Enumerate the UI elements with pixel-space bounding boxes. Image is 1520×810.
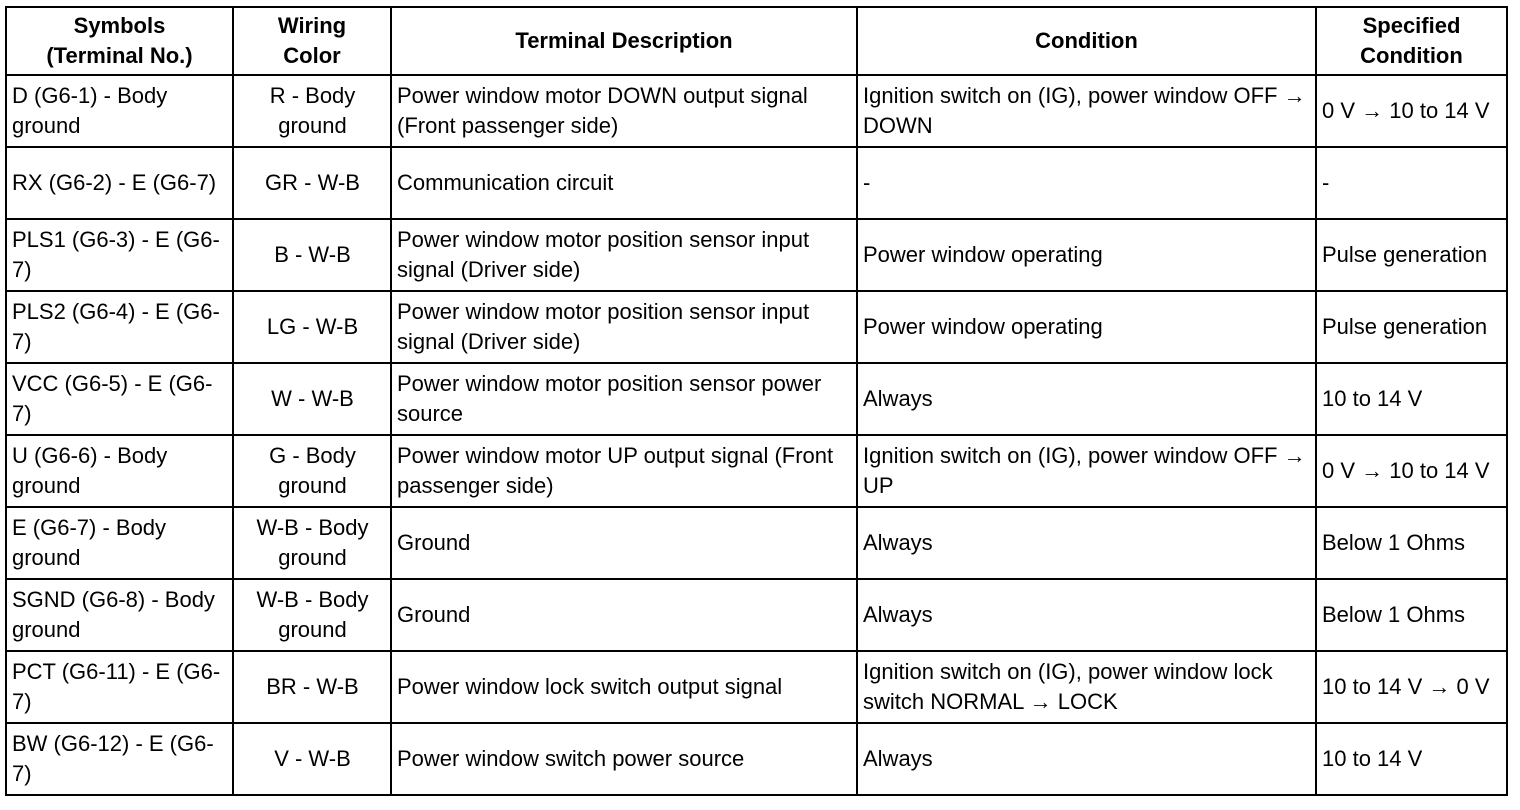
cell-symbols: PLS1 (G6-3) - E (G6-7)	[6, 219, 233, 291]
cell-wiring-color: R - Body ground	[233, 75, 391, 147]
table-row	[6, 723, 1507, 795]
header-terminal-description: Terminal Description	[391, 7, 857, 75]
table-row	[6, 507, 1507, 579]
cell-condition: Ignition switch on (IG), power window OFF → DOWN	[857, 75, 1316, 147]
cell-symbols: PLS2 (G6-4) - E (G6-7)	[6, 291, 233, 363]
cell-wiring-color: B - W-B	[233, 219, 391, 291]
header-specified-condition: Specified Condition	[1316, 7, 1507, 75]
cell-terminal-description: Power window motor DOWN output signal (Front passenger side)	[391, 75, 857, 147]
cell-terminal-description: Power window motor UP output signal (Front passenger side)	[391, 435, 857, 507]
cell-terminal-description: Communication circuit	[391, 147, 857, 219]
cell-specified-condition: 10 to 14 V → 0 V	[1316, 651, 1507, 723]
cell-terminal-description: Power window lock switch output signal	[391, 651, 857, 723]
cell-specified-condition: Below 1 Ohms	[1316, 507, 1507, 579]
cell-terminal-description: Ground	[391, 507, 857, 579]
cell-symbols: BW (G6-12) - E (G6-7)	[6, 723, 233, 795]
cell-symbols: E (G6-7) - Body ground	[6, 507, 233, 579]
cell-condition: Always	[857, 723, 1316, 795]
cell-specified-condition: Pulse generation	[1316, 291, 1507, 363]
table-row	[6, 147, 1507, 219]
cell-wiring-color: V - W-B	[233, 723, 391, 795]
cell-wiring-color: BR - W-B	[233, 651, 391, 723]
cell-condition: Always	[857, 363, 1316, 435]
cell-specified-condition: 10 to 14 V	[1316, 723, 1507, 795]
cell-terminal-description: Ground	[391, 579, 857, 651]
cell-condition: Ignition switch on (IG), power window OFF → UP	[857, 435, 1316, 507]
header-row	[6, 7, 1507, 75]
cell-symbols: RX (G6-2) - E (G6-7)	[6, 147, 233, 219]
cell-symbols: D (G6-1) - Body ground	[6, 75, 233, 147]
cell-symbols: U (G6-6) - Body ground	[6, 435, 233, 507]
table-row	[6, 579, 1507, 651]
cell-terminal-description: Power window motor position sensor power source	[391, 363, 857, 435]
cell-condition: Ignition switch on (IG), power window lock switch NORMAL → LOCK	[857, 651, 1316, 723]
cell-specified-condition: -	[1316, 147, 1507, 219]
table-body	[6, 75, 1507, 795]
cell-wiring-color: GR - W-B	[233, 147, 391, 219]
table-row	[6, 219, 1507, 291]
table-row	[6, 435, 1507, 507]
table-row	[6, 75, 1507, 147]
cell-wiring-color: W - W-B	[233, 363, 391, 435]
cell-condition: Power window operating	[857, 219, 1316, 291]
cell-condition: -	[857, 147, 1316, 219]
cell-wiring-color: LG - W-B	[233, 291, 391, 363]
cell-wiring-color: W-B - Body ground	[233, 579, 391, 651]
cell-symbols: PCT (G6-11) - E (G6-7)	[6, 651, 233, 723]
cell-specified-condition: Pulse generation	[1316, 219, 1507, 291]
cell-condition: Always	[857, 579, 1316, 651]
table-row	[6, 651, 1507, 723]
cell-symbols: VCC (G6-5) - E (G6-7)	[6, 363, 233, 435]
cell-specified-condition: 10 to 14 V	[1316, 363, 1507, 435]
table-row	[6, 363, 1507, 435]
cell-terminal-description: Power window motor position sensor input signal (Driver side)	[391, 291, 857, 363]
cell-specified-condition: Below 1 Ohms	[1316, 579, 1507, 651]
terminal-table-container	[5, 6, 1506, 796]
header-symbols: Symbols (Terminal No.)	[6, 7, 233, 75]
table-header	[6, 7, 1507, 75]
cell-wiring-color: G - Body ground	[233, 435, 391, 507]
cell-specified-condition: 0 V → 10 to 14 V	[1316, 435, 1507, 507]
terminal-table	[5, 6, 1508, 796]
cell-specified-condition: 0 V → 10 to 14 V	[1316, 75, 1507, 147]
cell-terminal-description: Power window switch power source	[391, 723, 857, 795]
header-wiring-color: Wiring Color	[233, 7, 391, 75]
cell-symbols: SGND (G6-8) - Body ground	[6, 579, 233, 651]
cell-condition: Always	[857, 507, 1316, 579]
header-condition: Condition	[857, 7, 1316, 75]
cell-wiring-color: W-B - Body ground	[233, 507, 391, 579]
cell-condition: Power window operating	[857, 291, 1316, 363]
table-row	[6, 291, 1507, 363]
cell-terminal-description: Power window motor position sensor input signal (Driver side)	[391, 219, 857, 291]
